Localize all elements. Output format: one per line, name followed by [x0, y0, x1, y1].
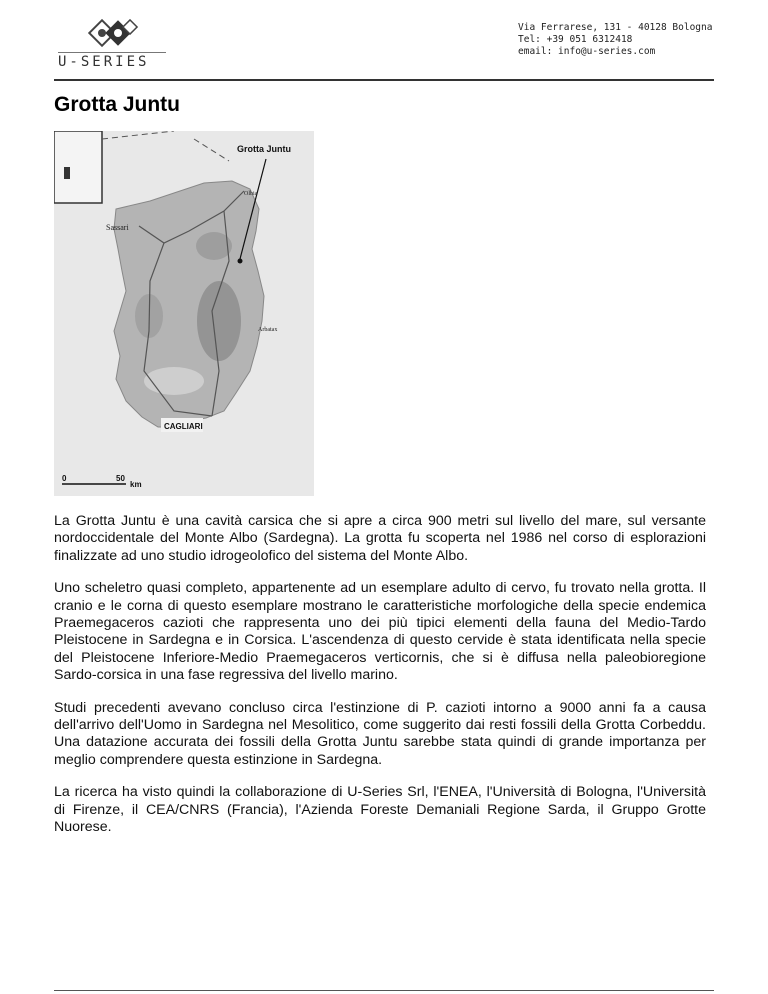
u-series-logo-mark [88, 16, 140, 50]
paragraph: Uno scheletro quasi completo, appartenente ad un esemplare adulto di cervo, fu trovato nella grotta. Il cranio e le corna di questo esemplare mostrano le caratteristiche morfologiche della specie endemica Praemegaceros cazioti che rappresenta uno dei più tipici elementi della fauna del Medio-Tardo Pleistocene in Sardegna e in Corsica. L'ascendenza di questo cervide è stata identificata nella specie del Pleistocene Inferiore-Medio Praemegaceros verticornis, che si è diffusa nella paleobioregione Sardo-corsica in una fase regressiva del livello marino. [54, 580, 706, 684]
contact-info [518, 22, 712, 58]
contact-address: Via Ferrarese, 131 - 40128 Bologna [518, 22, 713, 33]
map-label-olbia: Olbia [244, 191, 258, 197]
paragraph: La Grotta Juntu è una cavità carsica che si apre a circa 900 metri sul livello del mare, sul versante nordoccidentale del Monte Albo (Sardegna). La grotta fu scoperta nel 1986 nel corso di esplorazioni finalizzate ad uno studio idrogeolofico del sistema del Monte Albo. [54, 513, 706, 564]
footer-divider [54, 990, 714, 991]
map-graphic [54, 131, 314, 496]
scale-label-unit: km [130, 480, 142, 489]
map-label-site: Grotta Juntu [237, 144, 291, 154]
site-marker [238, 259, 243, 264]
contact-phone: Tel: +39 051 6312418 [518, 34, 633, 45]
article-body [54, 513, 706, 852]
map-label-sassari: Sassari [106, 223, 129, 232]
logo-wordmark: U-SERIES [58, 54, 150, 70]
logo-divider [58, 52, 166, 53]
scale-label-zero: 0 [62, 474, 67, 483]
paragraph: La ricerca ha visto quindi la collaborazione di U-Series Srl, l'ENEA, l'Università di Bologna, l'Università di Firenze, il CEA/CNRS (Francia), l'Azienda Foreste Demaniali Regione Sarda, il Gruppo Grotte Nuorese. [54, 784, 706, 836]
page-title: Grotta Juntu [54, 93, 180, 116]
scale-label-fifty: 50 [116, 474, 125, 483]
map-label-arbatax: Arbatax [258, 327, 278, 333]
contact-email: email: info@u-series.com [518, 46, 656, 57]
map-label-cagliari: CAGLIARI [164, 422, 203, 431]
paragraph: Studi precedenti avevano concluso circa l'estinzione di P. cazioti intorno a 9000 anni fa a causa dell'arrivo dell'Uomo in Sardegna nel Mesolitico, come suggerito dai resti fossili della Grotta Corbeddu. Una datazione accurata dei fossili della Grotta Juntu sarebbe stata quindi di grande importanza per meglio comprendere questa estinzione in Sardegna. [54, 699, 706, 768]
header-divider [54, 79, 714, 81]
sardinia-map [54, 131, 314, 496]
company-logo [58, 16, 168, 76]
inset-map-frame [54, 131, 102, 203]
inset-sardinia-mark [64, 167, 70, 179]
